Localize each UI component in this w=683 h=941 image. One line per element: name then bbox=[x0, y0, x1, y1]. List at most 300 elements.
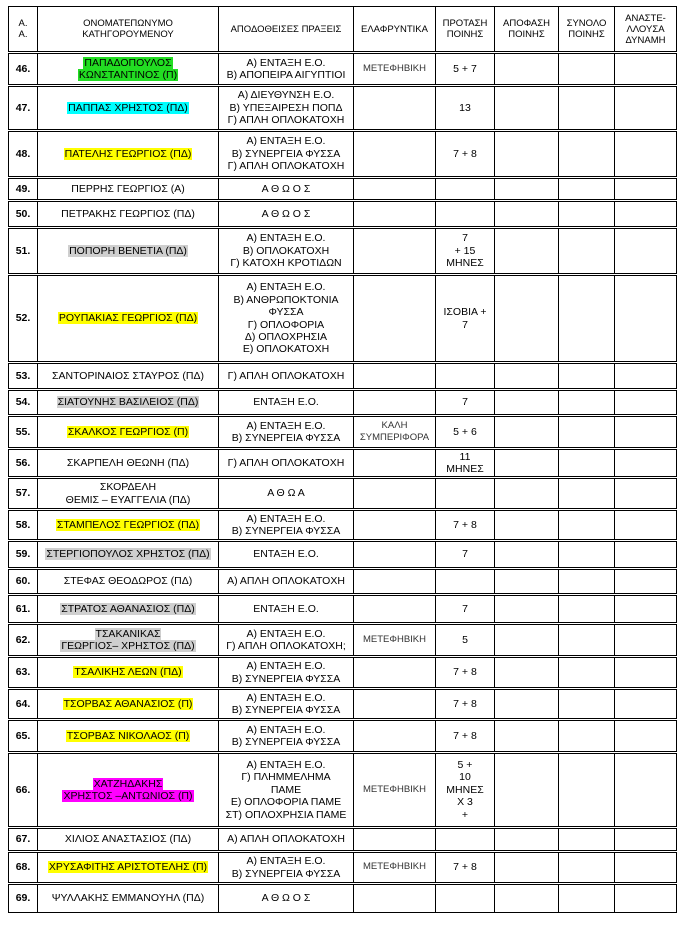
total-sentence bbox=[559, 478, 615, 510]
defendant-name-line: ΧΡΥΣΑΦΙΤΗΣ ΑΡΙΣΤΟΤΕΛΗΣ (Π) bbox=[48, 861, 208, 874]
table-row bbox=[9, 657, 677, 689]
charged-acts bbox=[219, 753, 354, 828]
row-number: 51. bbox=[9, 228, 38, 275]
defendant-name bbox=[38, 720, 219, 753]
cell-line: Α. bbox=[18, 29, 28, 40]
charged-acts bbox=[219, 390, 354, 416]
total-sentence bbox=[559, 201, 615, 228]
defendant-name-line: ΓΕΩΡΓΙΟΣ– ΧΡΗΣΤΟΣ (ΠΔ) bbox=[61, 640, 195, 652]
defendant-name-line: ΣΤΕΦΑΣ ΘΕΟΔΩΡΟΣ (ΠΔ) bbox=[63, 575, 193, 588]
header-name bbox=[38, 7, 219, 53]
cell-line: ΣΥΝΟΛΟ bbox=[566, 18, 607, 29]
proposed-sentence bbox=[436, 753, 495, 828]
cell-line: 7 bbox=[462, 548, 468, 561]
suspensive-effect bbox=[615, 201, 677, 228]
sentence-decision bbox=[495, 478, 559, 510]
cell-line: Α) ΕΝΤΑΞΗ Ε.Ο. bbox=[246, 135, 326, 148]
mitigating-factors bbox=[354, 275, 436, 363]
row-number: 60. bbox=[9, 569, 38, 595]
cell-line: ΠΟΙΝΗΣ bbox=[568, 29, 605, 40]
row-number: 64. bbox=[9, 689, 38, 720]
cell-line: 7 + 8 bbox=[453, 861, 477, 874]
defendant-name bbox=[38, 449, 219, 478]
mitigating-factors bbox=[354, 363, 436, 390]
cell-line: 7 + 8 bbox=[453, 147, 477, 160]
defendant-name bbox=[38, 541, 219, 569]
defendant-name bbox=[38, 178, 219, 201]
mitigating-factors bbox=[354, 131, 436, 178]
sentence-decision bbox=[495, 852, 559, 884]
defendant-name-line: ΚΩΝΣΤΑΝΤΙΝΟΣ (Π) bbox=[78, 69, 178, 81]
cell-line: Β) ΣΥΝΕΡΓΕΙΑ ΦΥΣΣΑ bbox=[231, 147, 341, 160]
proposed-sentence bbox=[436, 624, 495, 657]
defendant-name bbox=[38, 624, 219, 657]
defendant-name bbox=[38, 689, 219, 720]
defendant-name-line: ΠΟΠΟΡΗ ΒΕΝΕΤΙΑ (ΠΔ) bbox=[69, 244, 187, 257]
cell-line: 7 bbox=[462, 396, 468, 409]
cell-line: Α) ΕΝΤΑΞΗ Ε.Ο. bbox=[246, 660, 326, 673]
cell-line: Χ 3 bbox=[457, 796, 473, 809]
table-row bbox=[9, 510, 677, 541]
defendant-name-line: ΧΡΗΣΤΟΣ –ΑΝΤΩΝΙΟΣ (Π) bbox=[63, 790, 193, 802]
proposed-sentence bbox=[436, 510, 495, 541]
cell-line: Α. bbox=[18, 18, 28, 29]
suspensive-effect bbox=[615, 828, 677, 852]
sentence-decision bbox=[495, 720, 559, 753]
defendant-name-line: ΠΑΠΠΑΣ ΧΡΗΣΤΟΣ (ΠΔ) bbox=[68, 101, 188, 114]
sentence-decision bbox=[495, 53, 559, 86]
charged-acts bbox=[219, 53, 354, 86]
charged-acts bbox=[219, 478, 354, 510]
sentence-decision bbox=[495, 275, 559, 363]
cell-line: 7 + 8 bbox=[453, 518, 477, 531]
defendant-name-line: ΡΟΥΠΑΚΙΑΣ ΓΕΩΡΓΙΟΣ (ΠΔ) bbox=[58, 312, 198, 325]
cell-line: 7 bbox=[462, 232, 468, 245]
cell-line: ΕΝΤΑΞΗ Ε.Ο. bbox=[253, 548, 319, 561]
sentence-decision bbox=[495, 228, 559, 275]
cell-line: ΜΗΝΕΣ bbox=[446, 257, 484, 270]
cell-line: + bbox=[461, 808, 469, 821]
cell-line: Β) ΣΥΝΕΡΓΕΙΑ ΦΥΣΣΑ bbox=[231, 704, 341, 716]
mitigating-factors bbox=[354, 852, 436, 884]
defendant-name-line: ΤΣΟΡΒΑΣ ΑΘΑΝΑΣΙΟΣ (Π) bbox=[63, 697, 193, 710]
table-row bbox=[9, 275, 677, 363]
cell-line: ΕΝΤΑΞΗ Ε.Ο. bbox=[253, 396, 319, 409]
cell-line: ΚΑΤΗΓΟΡΟΥΜΕΝΟΥ bbox=[82, 29, 174, 40]
mitigating-factors bbox=[354, 178, 436, 201]
suspensive-effect bbox=[615, 478, 677, 510]
cell-line: ΣΤ) ΟΠΛΟΧΡΗΣΙΑ ΠΑΜΕ bbox=[225, 808, 347, 821]
cell-line: 13 bbox=[459, 101, 471, 114]
cell-line: ΟΝΟΜΑΤΕΠΩΝΥΜΟ bbox=[83, 18, 173, 29]
sentence-decision bbox=[495, 595, 559, 624]
defendant-name bbox=[38, 275, 219, 363]
defendant-name-line: ΤΣΑΚΑΝΙΚΑΣ bbox=[95, 627, 161, 640]
row-number: 62. bbox=[9, 624, 38, 657]
suspensive-effect bbox=[615, 86, 677, 131]
proposed-sentence bbox=[436, 86, 495, 131]
table-row bbox=[9, 449, 677, 478]
cell-line: Β) ΣΥΝΕΡΓΕΙΑ ΦΥΣΣΑ bbox=[231, 432, 341, 444]
header-aa bbox=[9, 7, 38, 53]
cell-line: ΜΕΤΕΦΗΒΙΚΗ bbox=[362, 783, 426, 795]
defendant-name bbox=[38, 228, 219, 275]
defendant-name bbox=[38, 478, 219, 510]
proposed-sentence bbox=[436, 363, 495, 390]
cell-line: + 15 bbox=[454, 244, 476, 257]
suspensive-effect bbox=[615, 131, 677, 178]
charged-acts bbox=[219, 624, 354, 657]
table-row bbox=[9, 828, 677, 852]
sentence-decision bbox=[495, 510, 559, 541]
cell-line: ΜΕΤΕΦΗΒΙΚΗ bbox=[362, 62, 426, 74]
sentence-decision bbox=[495, 178, 559, 201]
cell-line: ΠΟΙΝΗΣ bbox=[508, 29, 545, 40]
sentence-decision bbox=[495, 624, 559, 657]
cell-line: 7 + 8 bbox=[453, 729, 477, 742]
cell-line: ΚΑΛΗ bbox=[381, 419, 408, 431]
proposed-sentence bbox=[436, 541, 495, 569]
sentence-decision bbox=[495, 86, 559, 131]
defendant-name bbox=[38, 510, 219, 541]
defendant-name-line: ΣΚΑΛΚΟΣ ΓΕΩΡΓΙΟΣ (Π) bbox=[67, 425, 189, 438]
document-page bbox=[8, 6, 677, 913]
cell-line: ΠΡΟΤΑΣΗ bbox=[442, 18, 488, 29]
suspensive-effect bbox=[615, 569, 677, 595]
defendant-name bbox=[38, 201, 219, 228]
cell-line: Γ) ΑΠΛΗ ΟΠΛΟΚΑΤΟΧΗ bbox=[227, 456, 345, 469]
proposed-sentence bbox=[436, 178, 495, 201]
cell-line: 7 bbox=[462, 602, 468, 615]
suspensive-effect bbox=[615, 228, 677, 275]
row-number: 49. bbox=[9, 178, 38, 201]
mitigating-factors bbox=[354, 624, 436, 657]
table-row bbox=[9, 753, 677, 828]
total-sentence bbox=[559, 753, 615, 828]
suspensive-effect bbox=[615, 53, 677, 86]
suspensive-effect bbox=[615, 595, 677, 624]
charged-acts bbox=[219, 178, 354, 201]
total-sentence bbox=[559, 228, 615, 275]
table-row bbox=[9, 228, 677, 275]
suspensive-effect bbox=[615, 363, 677, 390]
cell-line: Α Θ Ω Α bbox=[267, 487, 305, 500]
total-sentence bbox=[559, 884, 615, 913]
mitigating-factors bbox=[354, 569, 436, 595]
mitigating-factors bbox=[354, 510, 436, 541]
cell-line: Ε) ΟΠΛΟΚΑΤΟΧΗ bbox=[242, 343, 330, 356]
defendant-name bbox=[38, 390, 219, 416]
charged-acts bbox=[219, 689, 354, 720]
cell-line: ΑΠΟΔΟΘΕΙΣΕΣ ΠΡΑΞΕΙΣ bbox=[230, 23, 342, 35]
proposed-sentence bbox=[436, 828, 495, 852]
cell-line: Γ) ΟΠΛΟΦΟΡΙΑ bbox=[247, 318, 325, 331]
sentence-decision bbox=[495, 884, 559, 913]
total-sentence bbox=[559, 86, 615, 131]
defendant-name bbox=[38, 657, 219, 689]
header-proposal bbox=[436, 7, 495, 53]
cell-line: Γ) ΠΛΗΜΜΕΛΗΜΑ bbox=[241, 771, 331, 784]
proposed-sentence bbox=[436, 595, 495, 624]
proposed-sentence bbox=[436, 720, 495, 753]
row-number: 57. bbox=[9, 478, 38, 510]
cell-line: 11 bbox=[459, 450, 471, 463]
cell-line: ΜΗΝΕΣ bbox=[446, 783, 484, 796]
header-acts bbox=[219, 7, 354, 53]
suspensive-effect bbox=[615, 753, 677, 828]
mitigating-factors bbox=[354, 753, 436, 828]
proposed-sentence bbox=[436, 228, 495, 275]
row-number: 63. bbox=[9, 657, 38, 689]
charged-acts bbox=[219, 595, 354, 624]
suspensive-effect bbox=[615, 852, 677, 884]
cell-line: Α) ΕΝΤΑΞΗ Ε.Ο. bbox=[246, 281, 326, 294]
sentence-decision bbox=[495, 689, 559, 720]
defendant-name-line: ΨΥΛΛΑΚΗΣ ΕΜΜΑΝΟΥΗΛ (ΠΔ) bbox=[51, 892, 205, 905]
defendant-name-line: ΠΑΤΕΛΗΣ ΓΕΩΡΓΙΟΣ (ΠΔ) bbox=[64, 147, 192, 160]
mitigating-factors bbox=[354, 86, 436, 131]
cell-line: Β) ΑΠΟΠΕΙΡΑ ΑΙΓΥΠΤΙΟΙ bbox=[226, 69, 346, 81]
defendant-name-line: ΣΚΑΡΠΕΛΗ ΘΕΩΝΗ (ΠΔ) bbox=[66, 456, 190, 469]
suspensive-effect bbox=[615, 178, 677, 201]
charged-acts bbox=[219, 86, 354, 131]
charged-acts bbox=[219, 201, 354, 228]
proposed-sentence bbox=[436, 884, 495, 913]
table-row bbox=[9, 178, 677, 201]
defendant-name-line: ΠΕΡΡΗΣ ΓΕΩΡΓΙΟΣ (Α) bbox=[71, 182, 185, 195]
cell-line: 5 bbox=[462, 633, 468, 646]
cell-line: 5 + 7 bbox=[453, 62, 477, 75]
proposed-sentence bbox=[436, 275, 495, 363]
cell-line: ΠΑΜΕ bbox=[270, 783, 302, 796]
sentence-decision bbox=[495, 449, 559, 478]
table-row bbox=[9, 541, 677, 569]
row-number: 67. bbox=[9, 828, 38, 852]
proposed-sentence bbox=[436, 569, 495, 595]
cell-line: 7 + 8 bbox=[453, 666, 477, 679]
mitigating-factors bbox=[354, 595, 436, 624]
sentence-decision bbox=[495, 416, 559, 449]
mitigating-factors bbox=[354, 201, 436, 228]
row-number: 50. bbox=[9, 201, 38, 228]
defendant-name-line: ΣΤΑΜΠΕΛΟΣ ΓΕΩΡΓΙΟΣ (ΠΔ) bbox=[56, 518, 200, 531]
sentence-decision bbox=[495, 390, 559, 416]
row-number: 48. bbox=[9, 131, 38, 178]
cell-line: Α Θ Ω Ο Σ bbox=[261, 182, 311, 195]
table-row bbox=[9, 595, 677, 624]
defendant-name bbox=[38, 595, 219, 624]
proposed-sentence bbox=[436, 657, 495, 689]
defendant-name bbox=[38, 86, 219, 131]
row-number: 53. bbox=[9, 363, 38, 390]
table-row bbox=[9, 624, 677, 657]
header-row bbox=[9, 7, 677, 53]
table-row bbox=[9, 363, 677, 390]
cell-line: 5 + bbox=[457, 758, 473, 771]
proposed-sentence bbox=[436, 390, 495, 416]
defendant-name-line: ΤΣΟΡΒΑΣ ΝΙΚΟΛΑΟΣ (Π) bbox=[66, 729, 190, 742]
cell-line: Γ) ΑΠΛΗ ΟΠΛΟΚΑΤΟΧΗ; bbox=[226, 640, 346, 652]
total-sentence bbox=[559, 828, 615, 852]
charged-acts bbox=[219, 363, 354, 390]
row-number: 69. bbox=[9, 884, 38, 913]
table-row bbox=[9, 416, 677, 449]
table-row bbox=[9, 53, 677, 86]
cell-line: Α) ΕΝΤΑΞΗ Ε.Ο. bbox=[246, 56, 326, 69]
defendant-name bbox=[38, 416, 219, 449]
sentence-decision bbox=[495, 569, 559, 595]
sentence-decision bbox=[495, 657, 559, 689]
cell-line: 10 bbox=[459, 771, 471, 784]
total-sentence bbox=[559, 541, 615, 569]
sentence-decision bbox=[495, 828, 559, 852]
total-sentence bbox=[559, 689, 615, 720]
total-sentence bbox=[559, 624, 615, 657]
row-number: 66. bbox=[9, 753, 38, 828]
cell-line: Δ) ΟΠΛΟΧΡΗΣΙΑ bbox=[244, 330, 328, 343]
suspensive-effect bbox=[615, 657, 677, 689]
header-decision bbox=[495, 7, 559, 53]
sentence-decision bbox=[495, 201, 559, 228]
suspensive-effect bbox=[615, 510, 677, 541]
cell-line: Β) ΣΥΝΕΡΓΕΙΑ ΦΥΣΣΑ bbox=[231, 867, 341, 880]
cell-line: Ε) ΟΠΛΟΦΟΡΙΑ ΠΑΜΕ bbox=[230, 796, 342, 809]
defendant-name bbox=[38, 363, 219, 390]
charged-acts bbox=[219, 510, 354, 541]
cell-line: Α) ΔΙΕΥΘΥΝΣΗ Ε.Ο. bbox=[237, 89, 335, 102]
cell-line: ΕΛΑΦΡΥΝΤΙΚΑ bbox=[361, 23, 428, 35]
cell-line: Α) ΕΝΤΑΞΗ Ε.Ο. bbox=[246, 758, 326, 771]
total-sentence bbox=[559, 416, 615, 449]
mitigating-factors bbox=[354, 884, 436, 913]
cell-line: Γ) ΑΠΛΗ ΟΠΛΟΚΑΤΟΧΗ bbox=[227, 160, 345, 173]
charged-acts bbox=[219, 720, 354, 753]
charged-acts bbox=[219, 131, 354, 178]
cell-line: ΕΝΤΑΞΗ Ε.Ο. bbox=[253, 602, 319, 615]
cell-line: Α) ΕΝΤΑΞΗ Ε.Ο. bbox=[246, 723, 326, 736]
charged-acts bbox=[219, 228, 354, 275]
row-number: 55. bbox=[9, 416, 38, 449]
suspensive-effect bbox=[615, 275, 677, 363]
cell-line: ΔΥΝΑΜΗ bbox=[625, 34, 666, 46]
defendant-name bbox=[38, 131, 219, 178]
total-sentence bbox=[559, 53, 615, 86]
row-number: 65. bbox=[9, 720, 38, 753]
proposed-sentence bbox=[436, 449, 495, 478]
defendant-name-line: ΤΣΑΛΙΚΗΣ ΛΕΩΝ (ΠΔ) bbox=[74, 666, 182, 679]
charged-acts bbox=[219, 852, 354, 884]
cell-line: ΑΝΑΣΤΕ- bbox=[625, 12, 666, 24]
sentence-decision bbox=[495, 753, 559, 828]
row-number: 54. bbox=[9, 390, 38, 416]
mitigating-factors bbox=[354, 689, 436, 720]
table-row bbox=[9, 390, 677, 416]
total-sentence bbox=[559, 363, 615, 390]
defendant-name-line: ΣΤΕΡΓΙΟΠΟΥΛΟΣ ΧΡΗΣΤΟΣ (ΠΔ) bbox=[46, 548, 210, 561]
table-row bbox=[9, 569, 677, 595]
cell-line: Α Θ Ω Ο Σ bbox=[261, 207, 311, 220]
cell-line: ΜΕΤΕΦΗΒΙΚΗ bbox=[362, 633, 426, 645]
defendant-name-line: ΧΑΤΖΗΔΑΚΗΣ bbox=[93, 777, 163, 790]
cell-line: 5 + 6 bbox=[453, 425, 477, 438]
total-sentence bbox=[559, 449, 615, 478]
cell-line: Β) ΟΠΛΟΚΑΤΟΧΗ bbox=[242, 244, 330, 257]
table-row bbox=[9, 86, 677, 131]
mitigating-factors bbox=[354, 657, 436, 689]
cell-line: Α) ΑΠΛΗ ΟΠΛΟΚΑΤΟΧΗ bbox=[227, 575, 345, 588]
proposed-sentence bbox=[436, 852, 495, 884]
defendant-name-line: ΣΑΝΤΟΡΙΝΑΙΟΣ ΣΤΑΥΡΟΣ (ΠΔ) bbox=[52, 369, 204, 382]
cell-line: ΣΥΜΠΕΡΙΦΟΡΑ bbox=[359, 432, 430, 443]
defendant-name bbox=[38, 884, 219, 913]
cell-line: Γ) ΑΠΛΗ ΟΠΛΟΚΑΤΟΧΗ bbox=[227, 114, 345, 127]
total-sentence bbox=[559, 510, 615, 541]
suspensive-effect bbox=[615, 541, 677, 569]
cell-line: Α Θ Ω Ο Σ bbox=[261, 892, 311, 905]
defendant-name-line: ΧΙΛΙΟΣ ΑΝΑΣΤΑΣΙΟΣ (ΠΔ) bbox=[64, 833, 192, 846]
cell-line: Β) ΑΝΘΡΩΠΟΚΤΟΝΙΑ bbox=[233, 293, 339, 306]
proposed-sentence bbox=[436, 201, 495, 228]
defendant-name-line: ΠΕΤΡΑΚΗΣ ΓΕΩΡΓΙΟΣ (ΠΔ) bbox=[61, 207, 195, 220]
sentence-decision bbox=[495, 541, 559, 569]
cell-line: 7 bbox=[462, 318, 468, 331]
cell-line: Β) ΥΠΕΞΑΙΡΕΣΗ ΠΟΠΔ bbox=[229, 101, 343, 114]
total-sentence bbox=[559, 178, 615, 201]
sentence-decision bbox=[495, 131, 559, 178]
cell-line: ΠΟΙΝΗΣ bbox=[446, 29, 484, 40]
charged-acts bbox=[219, 569, 354, 595]
suspensive-effect bbox=[615, 689, 677, 720]
defendant-name bbox=[38, 852, 219, 884]
cell-line: ΑΠΟΦΑΣΗ bbox=[503, 18, 550, 29]
cell-line: Γ) ΚΑΤΟΧΗ ΚΡΟΤΙΔΩΝ bbox=[230, 257, 342, 270]
charged-acts bbox=[219, 828, 354, 852]
mitigating-factors bbox=[354, 228, 436, 275]
table-row bbox=[9, 131, 677, 178]
charged-acts bbox=[219, 884, 354, 913]
table-row bbox=[9, 884, 677, 913]
header-total bbox=[559, 7, 615, 53]
table-row bbox=[9, 478, 677, 510]
cell-line: Α) ΕΝΤΑΞΗ Ε.Ο. bbox=[246, 627, 326, 640]
cell-line: ΛΛΟΥΣΑ bbox=[626, 23, 665, 35]
total-sentence bbox=[559, 595, 615, 624]
table-body bbox=[9, 53, 677, 913]
defendant-name-line: ΣΤΡΑΤΟΣ ΑΘΑΝΑΣΙΟΣ (ΠΔ) bbox=[61, 602, 195, 615]
suspensive-effect bbox=[615, 624, 677, 657]
defendants-table bbox=[8, 6, 677, 913]
sentence-decision bbox=[495, 363, 559, 390]
defendant-name-line: ΘΕΜΙΣ – ΕΥΑΓΓΕΛΙΑ (ΠΔ) bbox=[65, 493, 191, 506]
total-sentence bbox=[559, 569, 615, 595]
cell-line: Α) ΕΝΤΑΞΗ Ε.Ο. bbox=[246, 232, 326, 245]
mitigating-factors bbox=[354, 416, 436, 449]
mitigating-factors bbox=[354, 828, 436, 852]
mitigating-factors bbox=[354, 390, 436, 416]
proposed-sentence bbox=[436, 53, 495, 86]
table-row bbox=[9, 201, 677, 228]
row-number: 47. bbox=[9, 86, 38, 131]
defendant-name bbox=[38, 753, 219, 828]
total-sentence bbox=[559, 657, 615, 689]
row-number: 46. bbox=[9, 53, 38, 86]
defendant-name bbox=[38, 569, 219, 595]
defendant-name bbox=[38, 828, 219, 852]
cell-line: Α) ΕΝΤΑΞΗ Ε.Ο. bbox=[246, 419, 326, 432]
row-number: 56. bbox=[9, 449, 38, 478]
cell-line: Α) ΕΝΤΑΞΗ Ε.Ο. bbox=[246, 512, 326, 525]
defendant-name-line: ΠΑΠΑΔΟΠΟΥΛΟΣ bbox=[84, 56, 172, 69]
